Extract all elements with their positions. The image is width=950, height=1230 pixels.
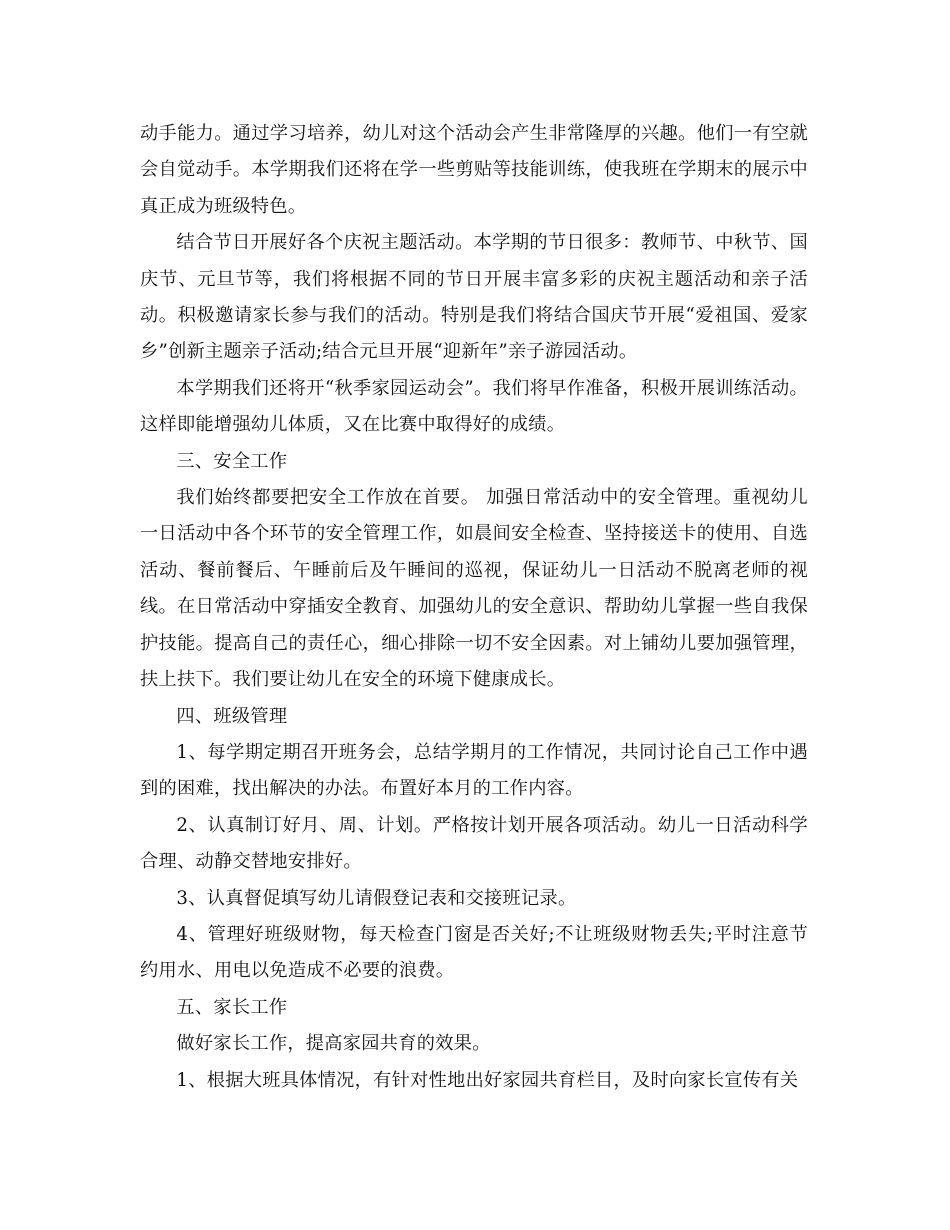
- paragraph-parent-work-intro: 做好家长工作，提高家园共育的效果。: [176, 1033, 491, 1055]
- paragraph-continuation: 动手能力。通过学习培养，幼儿对这个活动会产生非常隆厚的兴趣。他们一有空就会自觉动手。本学期我们还将在学一些剪贴等技能训练，使我班在学期末的展示中真正成为班级特色。: [140, 123, 808, 217]
- list-item-parent-work-1: 1、根据大班具体情况，有针对性地出好家园共育栏目，及时向家长宣传有关: [176, 1069, 799, 1091]
- paragraph-safety: 我们始终都要把安全工作放在首要。 加强日常活动中的安全管理。重视幼儿一日活动中各个环节的安全管理工作，如晨间安全检查、坚持接送卡的使用、自选活动、餐前餐后、午睡前后及午睡间的巡视，保证幼儿一日活动不脱离老师的视线。在日常活动中穿插安全教育、加强幼儿的安全意识、帮助幼儿掌握一些自我保护技能。提高自己的责任心，细心排除一切不安全因素。对上铺幼儿要加强管理，扶上扶下。我们要让幼儿在安全的环境下健康成长。: [140, 487, 808, 691]
- section-heading-class-management: 四、班级管理: [176, 705, 288, 727]
- section-heading-safety: 三、安全工作: [176, 450, 288, 472]
- section-heading-parent-work: 五、家长工作: [176, 996, 288, 1018]
- paragraph-festival-activities: 结合节日开展好各个庆祝主题活动。本学期的节日很多：教师节、中秋节、国庆节、元旦节等，我们将根据不同的节日开展丰富多彩的庆祝主题活动和亲子活动。积极邀请家长参与我们的活动。特别是我们将结合国庆节开展“爱祖国、爱家乡”创新主题亲子活动;结合元旦开展“迎新年”亲子游园活动。: [140, 232, 808, 363]
- list-item-management-1: 1、每学期定期召开班务会，总结学期月的工作情况，共同讨论自己工作中遇到的困难，找出解决的办法。布置好本月的工作内容。: [140, 741, 808, 800]
- paragraph-sports-meet: 本学期我们还将开“秋季家园运动会”。我们将早作准备，积极开展训练活动。这样即能增强幼儿体质，又在比赛中取得好的成绩。: [140, 377, 808, 436]
- list-item-management-2: 2、认真制订好月、周、计划。严格按计划开展各项活动。幼儿一日活动科学合理、动静交替地安排好。: [140, 814, 808, 873]
- list-item-management-4: 4、管理好班级财物，每天检查门窗是否关好;不让班级财物丢失;平时注意节约用水、用电以免造成不必要的浪费。: [140, 923, 808, 982]
- list-item-management-3: 3、认真督促填写幼儿请假登记表和交接班记录。: [176, 887, 577, 909]
- document-body: [140, 116, 808, 1099]
